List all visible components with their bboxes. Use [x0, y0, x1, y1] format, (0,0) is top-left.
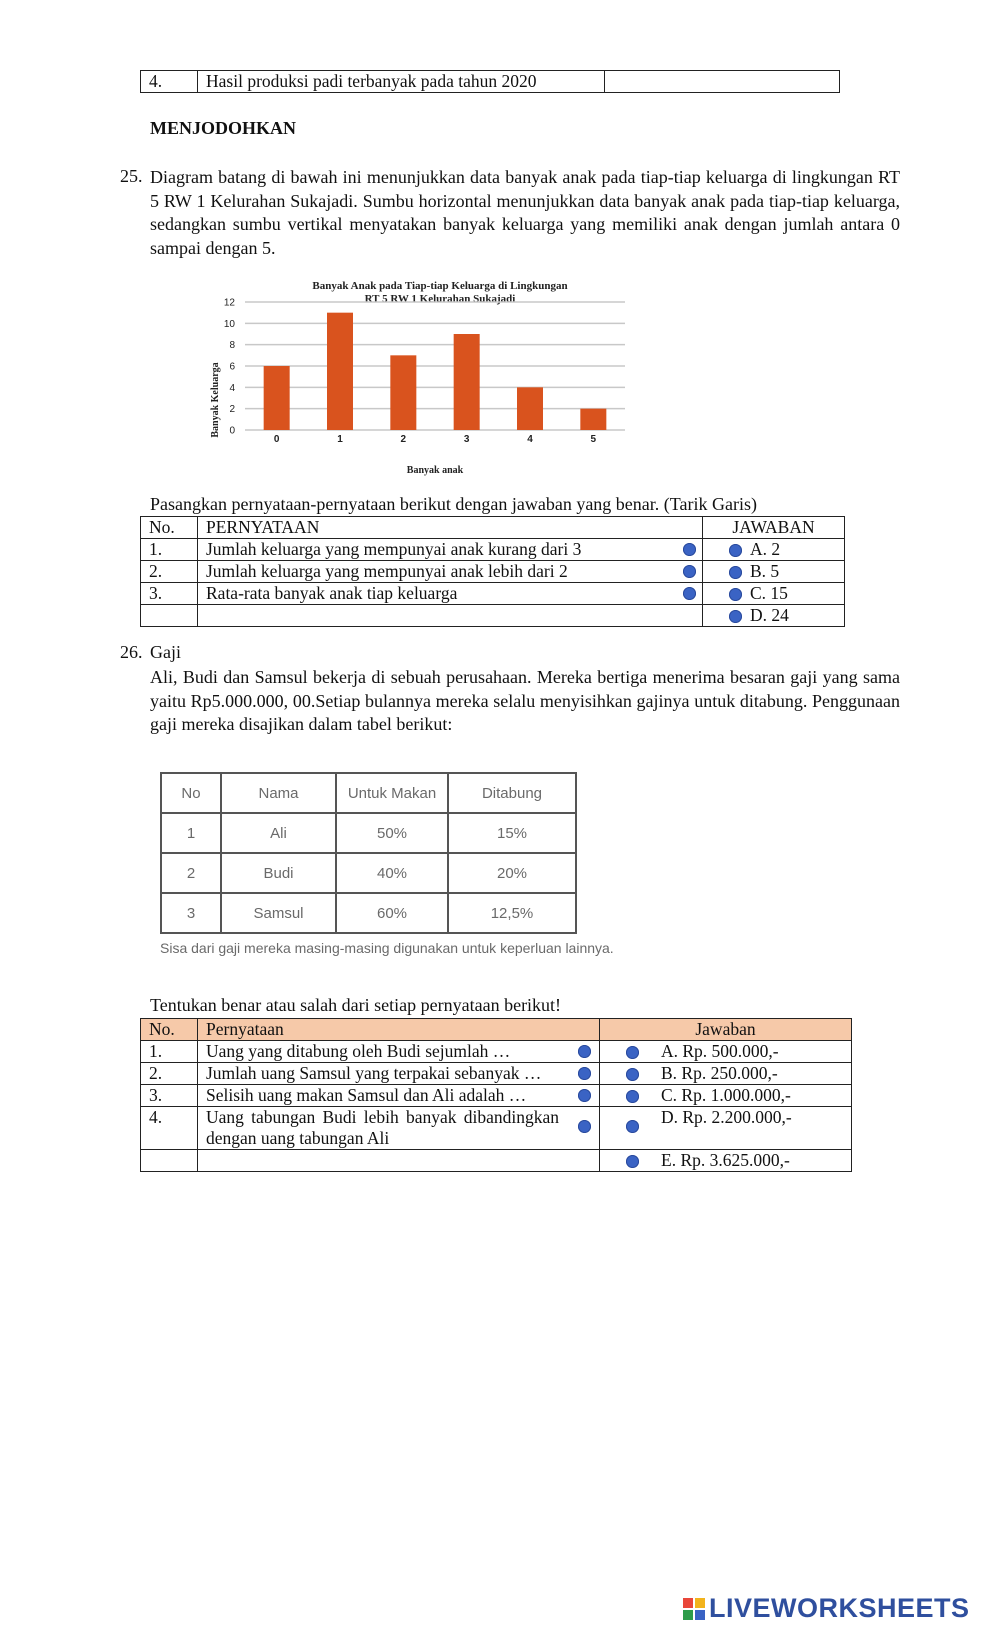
- chart-subtitle: RT 5 RW 1 Kelurahan Sukajadi: [364, 293, 516, 305]
- answer-text: A. Rp. 500.000,-: [661, 1041, 779, 1061]
- cell: 2: [161, 853, 221, 893]
- matching-instruction: Pasangkan pernyataan-pernyataan berikut dengan jawaban yang benar. (Tarik Garis): [150, 494, 757, 514]
- chart-ylabel: Banyak Keluarga: [210, 362, 221, 438]
- table-row: [141, 1085, 852, 1107]
- table-row: [141, 561, 845, 583]
- bar-chart: [205, 275, 665, 485]
- header-cell: Ditabung: [448, 773, 576, 813]
- logo-text: LIVEWORKSHEETS: [709, 1593, 970, 1623]
- row-statement: [198, 1063, 600, 1085]
- chart-xlabel: Banyak anak: [406, 465, 464, 476]
- table-header-row: [141, 1019, 852, 1041]
- cell: 50%: [336, 813, 448, 853]
- answer-text: D. 24: [750, 605, 789, 625]
- row-no: [141, 605, 198, 627]
- statement-text: Jumlah keluarga yang mempunyai anak lebih dari 2: [206, 561, 568, 581]
- x-tick-label: 2: [400, 434, 407, 445]
- row-answer: [600, 1041, 852, 1063]
- truefalse-table: [140, 1018, 852, 1172]
- table-row: [141, 1063, 852, 1085]
- row-answer: [703, 539, 845, 561]
- answer-text: C. Rp. 1.000.000,-: [661, 1085, 791, 1105]
- answer-text: C. 15: [750, 583, 788, 603]
- row-no: 1.: [141, 539, 198, 561]
- table-row: [141, 1150, 852, 1172]
- bar-4: [517, 387, 543, 430]
- row-no: 3.: [141, 583, 198, 605]
- x-tick-label: 0: [273, 434, 280, 445]
- cell: 1: [161, 813, 221, 853]
- table-row: [141, 605, 845, 627]
- table-header-row: [141, 517, 845, 539]
- y-tick-label: 0: [229, 425, 235, 437]
- left-match-dot[interactable]: [578, 1045, 591, 1058]
- row-statement: Hasil produksi padi terbanyak pada tahun 2020: [198, 71, 605, 93]
- bar-2: [390, 355, 416, 430]
- left-match-dot[interactable]: [683, 565, 696, 578]
- header-cell: Untuk Makan: [336, 773, 448, 813]
- header-answer: JAWABAN: [703, 517, 845, 539]
- row-no: 2.: [141, 561, 198, 583]
- cell: 3: [161, 893, 221, 933]
- header-answer: Jawaban: [600, 1019, 852, 1041]
- right-match-dot[interactable]: [729, 610, 742, 623]
- row-statement: [198, 1085, 600, 1107]
- bar-3: [454, 334, 480, 430]
- table-row: [141, 71, 840, 93]
- row-answer: [600, 1150, 852, 1172]
- answer-text: B. 5: [750, 561, 780, 581]
- row-answer: [703, 583, 845, 605]
- row-answer: [600, 1063, 852, 1085]
- left-match-dot[interactable]: [578, 1067, 591, 1080]
- question-number: 26.: [120, 642, 143, 662]
- x-tick-label: 3: [463, 434, 470, 445]
- statement-text: Rata-rata banyak anak tiap keluarga: [206, 583, 458, 603]
- left-match-dot[interactable]: [578, 1120, 591, 1133]
- header-statement: PERNYATAAN: [198, 517, 703, 539]
- question-paragraph: Ali, Budi dan Samsul bekerja di sebuah perusahaan. Mereka bertiga menerima besaran gaji yang sama yaitu Rp5.000.000, 00.Setiap bulannya mereka selalu menyisihkan gajinya untuk ditabung. Penggunaan gaji mereka disajikan dalam tabel berikut:: [150, 667, 900, 734]
- row-answer: [600, 1085, 852, 1107]
- table-row: [141, 539, 845, 561]
- matching-table: [140, 516, 845, 627]
- header-no: No.: [141, 1019, 198, 1041]
- row-statement: [198, 583, 703, 605]
- table-row: [161, 813, 576, 853]
- header-cell: Nama: [221, 773, 336, 813]
- row-answer[interactable]: [605, 71, 840, 93]
- cell: Budi: [221, 853, 336, 893]
- answer-text: D. Rp. 2.200.000,-: [661, 1107, 792, 1127]
- question-paragraph: Diagram batang di bawah ini menunjukkan data banyak anak pada tiap-tiap keluarga di lingkungan RT 5 RW 1 Kelurahan Sukajadi. Sumbu horizontal menunjukkan data banyak anak pada tiap-tiap keluarga, sedangkan sumbu vertikal menyatakan banyak keluarga yang memiliki anak dengan jumlah antara 0 sampai dengan 5.: [150, 167, 900, 258]
- table-row: [161, 893, 576, 933]
- truefalse-instruction: Tentukan benar atau salah dari setiap pernyataan berikut!: [150, 995, 562, 1015]
- statement-text: Selisih uang makan Samsul dan Ali adalah …: [206, 1085, 527, 1105]
- statement-text: Uang tabungan Budi lebih banyak dibandingkan dengan uang tabungan Ali: [206, 1107, 559, 1148]
- row-no: 2.: [141, 1063, 198, 1085]
- y-tick-label: 2: [229, 404, 235, 416]
- right-match-dot[interactable]: [626, 1068, 639, 1081]
- answer-text: B. Rp. 250.000,-: [661, 1063, 778, 1083]
- row-no: 4.: [141, 71, 198, 93]
- cell: 15%: [448, 813, 576, 853]
- cell: 20%: [448, 853, 576, 893]
- table-header-row: [161, 773, 576, 813]
- top-table: [140, 70, 840, 93]
- header-cell: No: [161, 773, 221, 813]
- y-tick-label: 10: [223, 318, 235, 330]
- table-row: [141, 1041, 852, 1063]
- right-match-dot[interactable]: [626, 1120, 639, 1133]
- right-match-dot[interactable]: [626, 1090, 639, 1103]
- left-match-dot[interactable]: [683, 587, 696, 600]
- row-statement: [198, 539, 703, 561]
- right-match-dot[interactable]: [729, 566, 742, 579]
- statement-text: Uang yang ditabung oleh Budi sejumlah …: [206, 1041, 511, 1061]
- row-answer: [703, 605, 845, 627]
- row-no: [141, 1150, 198, 1172]
- y-tick-label: 6: [229, 361, 235, 373]
- salary-table: [160, 772, 577, 934]
- row-statement: [198, 1107, 600, 1150]
- logo-icon: [683, 1598, 705, 1620]
- statement-text: Jumlah uang Samsul yang terpakai sebanyak …: [206, 1063, 542, 1083]
- right-match-dot[interactable]: [626, 1046, 639, 1059]
- bar-1: [327, 313, 353, 430]
- cell: Samsul: [221, 893, 336, 933]
- left-match-dot[interactable]: [683, 543, 696, 556]
- bar-0: [264, 366, 290, 430]
- chart-title: Banyak Anak pada Tiap-tiap Keluarga di Lingkungan: [312, 280, 568, 292]
- row-no: 3.: [141, 1085, 198, 1107]
- section-title: MENJODOHKAN: [150, 118, 296, 138]
- x-tick-label: 5: [590, 434, 597, 445]
- table-row: [161, 853, 576, 893]
- table-row: [141, 583, 845, 605]
- row-statement: [198, 1041, 600, 1063]
- row-statement: [198, 561, 703, 583]
- row-no: 4.: [141, 1107, 198, 1150]
- header-no: No.: [141, 517, 198, 539]
- row-answer: [703, 561, 845, 583]
- header-statement: Pernyataan: [198, 1019, 600, 1041]
- statement-text: Jumlah keluarga yang mempunyai anak kurang dari 3: [206, 539, 582, 559]
- row-statement: [198, 605, 703, 627]
- cell: 60%: [336, 893, 448, 933]
- x-tick-label: 4: [527, 434, 533, 445]
- right-match-dot[interactable]: [626, 1155, 639, 1168]
- row-no: 1.: [141, 1041, 198, 1063]
- cell: Ali: [221, 813, 336, 853]
- bar-5: [580, 409, 606, 430]
- table-row: [141, 1107, 852, 1150]
- y-tick-label: 12: [223, 297, 235, 309]
- x-tick-label: 1: [337, 434, 343, 445]
- left-match-dot[interactable]: [578, 1089, 591, 1102]
- row-statement: [198, 1150, 600, 1172]
- answer-text: E. Rp. 3.625.000,-: [661, 1150, 790, 1170]
- right-match-dot[interactable]: [729, 544, 742, 557]
- right-match-dot[interactable]: [729, 588, 742, 601]
- row-answer: [600, 1107, 852, 1150]
- liveworksheets-logo[interactable]: [683, 1593, 970, 1624]
- salary-note: Sisa dari gaji mereka masing-masing digunakan untuk keperluan lainnya.: [160, 940, 614, 956]
- question-number: 25.: [120, 166, 143, 186]
- cell: 12,5%: [448, 893, 576, 933]
- answer-text: A. 2: [750, 539, 781, 559]
- question-title: Gaji: [150, 642, 181, 662]
- y-tick-label: 4: [229, 382, 235, 394]
- y-tick-label: 8: [229, 340, 235, 352]
- cell: 40%: [336, 853, 448, 893]
